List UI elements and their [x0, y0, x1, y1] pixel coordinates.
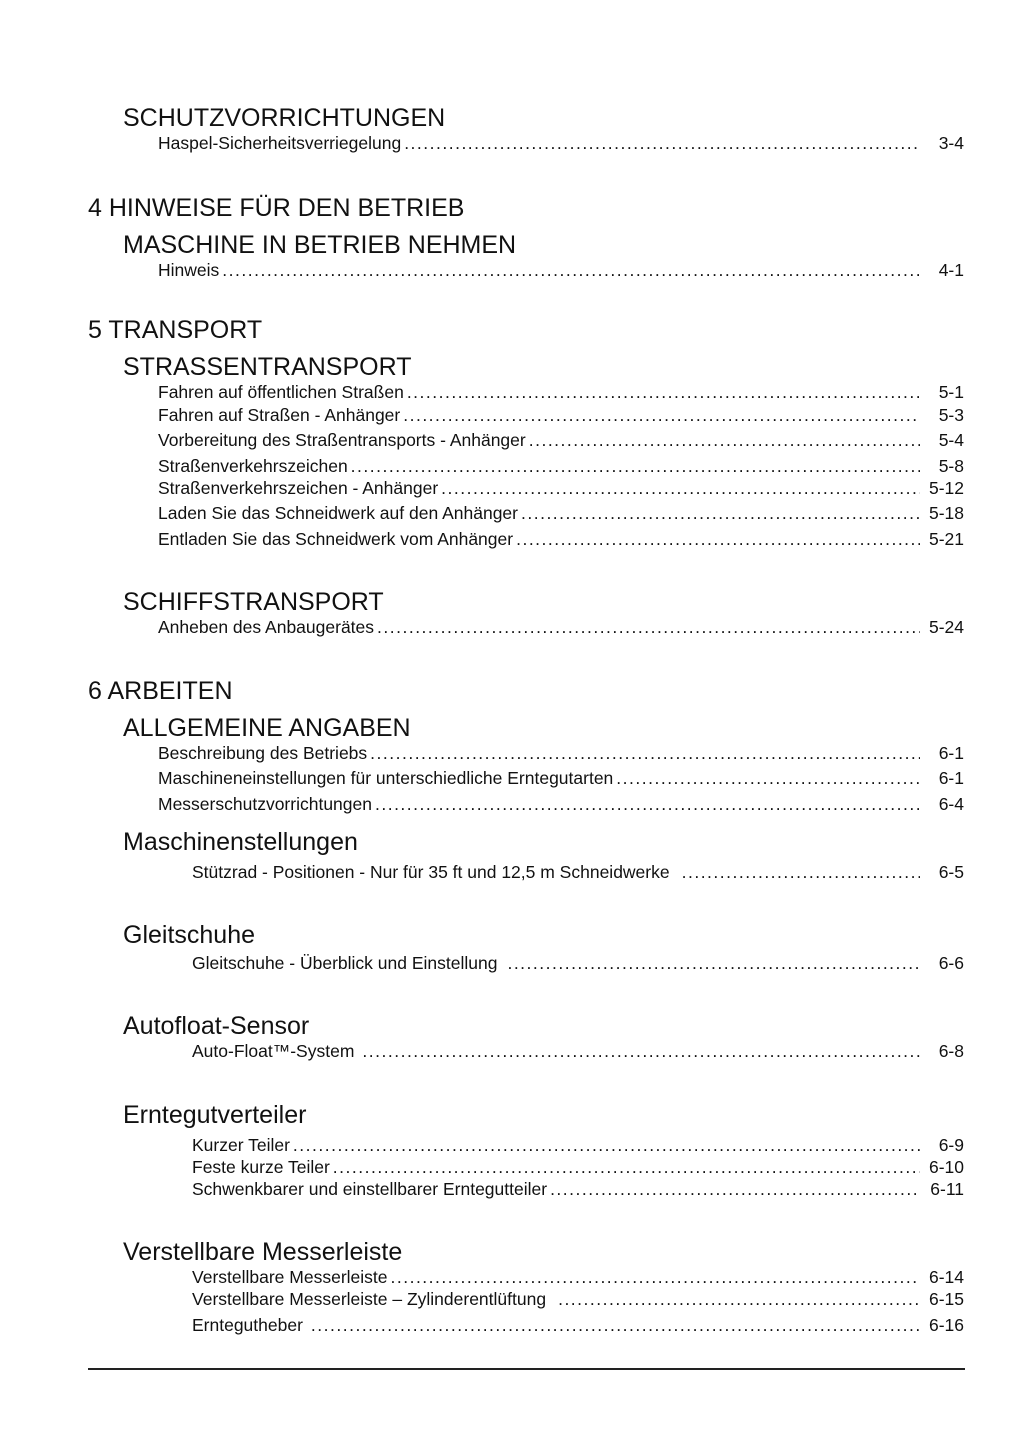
toc-entry[interactable]	[158, 133, 964, 154]
toc-entry-page: 6-4	[938, 794, 964, 814]
toc-entry[interactable]	[192, 1135, 964, 1156]
toc-entry-title: Anheben des Anbaugerätes	[158, 617, 375, 637]
toc-entry[interactable]	[192, 862, 964, 883]
chapter-heading-6: 6 ARBEITEN	[88, 677, 233, 705]
toc-entry-page: 6-10	[928, 1157, 964, 1177]
toc-entry[interactable]	[158, 503, 964, 524]
toc-entry-page: 4-1	[938, 260, 964, 280]
dot-leader	[391, 1267, 921, 1288]
toc-entry-page: 5-4	[938, 430, 964, 450]
toc-entry-title: Verstellbare Messerleiste – Zylinderentlüftung	[192, 1289, 547, 1309]
dot-leader	[507, 953, 920, 974]
toc-entry-title: Auto-Float™-System	[192, 1041, 355, 1061]
toc-entry-title: Feste kurze Teiler	[192, 1157, 330, 1177]
toc-entry[interactable]	[158, 794, 964, 815]
dot-leader	[558, 1289, 920, 1310]
section-heading-schutzvorrichtungen: SCHUTZVORRICHTUNGEN	[123, 104, 446, 132]
toc-entry-page: 5-8	[938, 456, 964, 476]
section-heading-autofloat-sensor: Autofloat-Sensor	[123, 1012, 310, 1040]
toc-entry-title: Entladen Sie das Schneidwerk vom Anhänger	[158, 529, 514, 549]
toc-entry-title: Straßenverkehrszeichen - Anhänger	[158, 478, 439, 498]
toc-entry-page: 6-8	[938, 1041, 964, 1061]
toc-entry-title: Fahren auf öffentlichen Straßen	[158, 382, 404, 402]
toc-entry[interactable]	[192, 1157, 964, 1178]
toc-entry-page: 6-14	[928, 1267, 964, 1287]
toc-entry[interactable]	[158, 430, 964, 451]
section-heading-maschinenstellungen: Maschinenstellungen	[123, 828, 358, 856]
toc-entry-page: 6-1	[938, 743, 964, 763]
toc-entry-page: 5-3	[938, 405, 964, 425]
dot-leader	[351, 456, 920, 477]
toc-entry-page: 5-21	[928, 529, 964, 549]
dot-leader	[403, 405, 920, 426]
toc-entry-title: Laden Sie das Schneidwerk auf den Anhänger	[158, 503, 518, 523]
toc-entry[interactable]	[192, 1179, 964, 1200]
toc-entry-page: 6-11	[930, 1179, 964, 1199]
toc-entry-title: Vorbereitung des Straßentransports - Anhänger	[158, 430, 526, 450]
toc-entry-title: Gleitschuhe - Überblick und Einstellung	[192, 953, 498, 973]
toc-entry[interactable]	[192, 1289, 964, 1310]
toc-entry[interactable]	[158, 617, 964, 638]
dot-leader	[370, 743, 920, 764]
section-heading-gleitschuhe: Gleitschuhe	[123, 921, 256, 949]
dot-leader	[293, 1135, 920, 1156]
section-heading-erntegutverteiler: Erntegutverteiler	[123, 1101, 307, 1129]
toc-entry-page: 6-16	[928, 1315, 964, 1335]
toc-entry-title: Fahren auf Straßen - Anhänger	[158, 405, 401, 425]
toc-entry-page: 6-1	[938, 768, 964, 788]
toc-entry-page: 5-12	[928, 478, 964, 498]
dot-leader	[521, 503, 920, 524]
dot-leader	[222, 260, 920, 281]
dot-leader	[362, 1041, 920, 1062]
toc-entry-page: 5-24	[928, 617, 964, 637]
toc-entry[interactable]	[192, 1041, 964, 1062]
section-heading-strassentransport: STRASSENTRANSPORT	[123, 353, 412, 381]
toc-entry-title: Messerschutzvorrichtungen	[158, 794, 372, 814]
dot-leader	[516, 529, 920, 550]
dot-leader	[404, 133, 920, 154]
section-heading-verstellbare-messerleiste: Verstellbare Messerleiste	[123, 1238, 403, 1266]
toc-entry-title: Stützrad - Positionen - Nur für 35 ft und 12,5 m Schneidwerke	[192, 862, 670, 882]
toc-entry[interactable]	[158, 260, 964, 281]
toc-entry[interactable]	[192, 1267, 964, 1288]
toc-entry-title: Hinweis	[158, 260, 220, 280]
dot-leader	[529, 430, 920, 451]
toc-entry-title: Straßenverkehrszeichen	[158, 456, 348, 476]
toc-entry[interactable]	[158, 478, 964, 499]
dot-leader	[375, 794, 920, 815]
toc-entry-title: Erntegutheber	[192, 1315, 303, 1335]
section-heading-allgemeine-angaben: ALLGEMEINE ANGABEN	[123, 714, 411, 742]
toc-entry-page: 5-18	[928, 503, 964, 523]
toc-entry-title: Haspel-Sicherheitsverriegelung	[158, 133, 402, 153]
dot-leader	[550, 1179, 920, 1200]
toc-entry-page: 6-15	[928, 1289, 964, 1309]
footer-divider	[88, 1368, 965, 1370]
toc-entry-page: 5-1	[938, 382, 964, 402]
section-heading-schiffstransport: SCHIFFSTRANSPORT	[123, 588, 384, 616]
dot-leader	[407, 382, 920, 403]
toc-entry-title: Verstellbare Messerleiste	[192, 1267, 388, 1287]
toc-entry[interactable]	[158, 405, 964, 426]
toc-entry-page: 3-4	[938, 133, 964, 153]
chapter-heading-5: 5 TRANSPORT	[88, 316, 263, 344]
dot-leader	[311, 1315, 920, 1336]
dot-leader	[682, 862, 920, 883]
toc-entry[interactable]	[158, 382, 964, 403]
dot-leader	[333, 1157, 920, 1178]
chapter-heading-4: 4 HINWEISE FÜR DEN BETRIEB	[88, 194, 465, 222]
toc-entry-title: Schwenkbarer und einstellbarer Erntegutteiler	[192, 1179, 548, 1199]
toc-entry-page: 6-5	[938, 862, 964, 882]
dot-leader	[441, 478, 920, 499]
toc-entry[interactable]	[158, 768, 964, 789]
toc-entry-title: Maschineneinstellungen für unterschiedliche Erntegutarten	[158, 768, 614, 788]
toc-entry[interactable]	[158, 529, 964, 550]
section-heading-maschine-in-betrieb: MASCHINE IN BETRIEB NEHMEN	[123, 231, 517, 259]
toc-entry[interactable]	[158, 456, 964, 477]
toc-entry[interactable]	[192, 1315, 964, 1336]
toc-entry[interactable]	[158, 743, 964, 764]
dot-leader	[616, 768, 920, 789]
toc-entry-page: 6-6	[938, 953, 964, 973]
dot-leader	[377, 617, 920, 638]
toc-entry-page: 6-9	[938, 1135, 964, 1155]
toc-entry-title: Kurzer Teiler	[192, 1135, 290, 1155]
toc-entry-title: Beschreibung des Betriebs	[158, 743, 368, 763]
toc-entry[interactable]	[192, 953, 964, 974]
